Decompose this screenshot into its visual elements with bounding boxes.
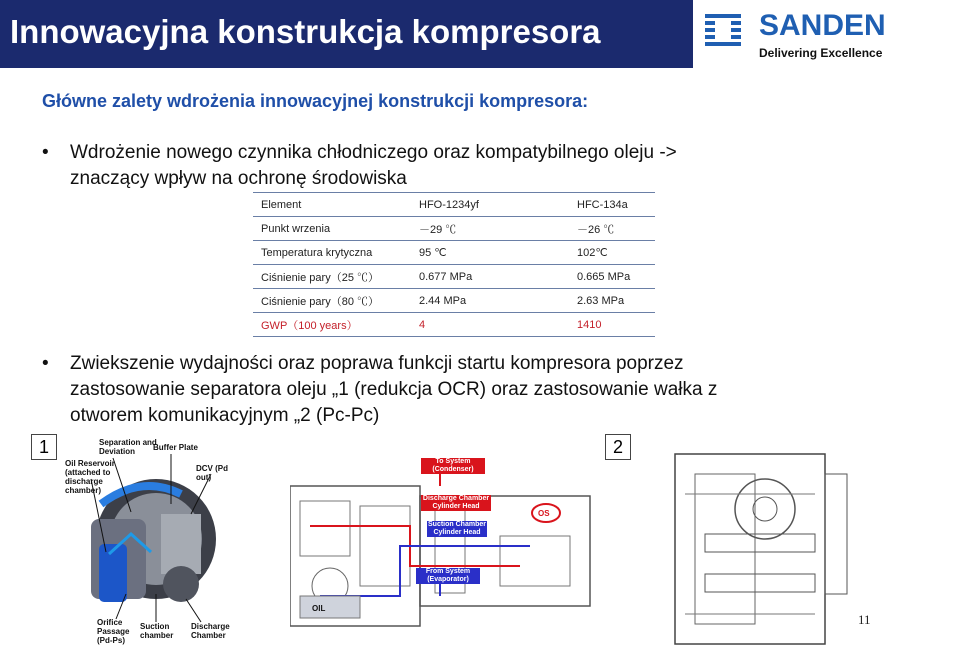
subtitle: Główne zalety wdrożenia innowacyjnej konstrukcji kompresora: [42,91,589,111]
sanden-logo-icon [705,12,741,48]
label-from-system [416,568,480,584]
table-row [253,265,655,289]
table-cell: 2.63 MPa [577,294,625,307]
bullet-2-line1: Zwiekszenie wydajności oraz poprawa funkcji startu kompresora poprzez [70,353,684,374]
page-number: 11 [858,612,871,627]
table-cell: GWP（100 years） [261,319,358,332]
label-dcv: DCV (Pd out) [196,464,228,482]
figure-shaft-drawing [605,434,855,660]
header [0,0,960,68]
label-discharge-head: Discharge Chamber Cylinder Head [422,495,490,510]
table-cell: Ciśnienie pary（25 ℃） [261,271,379,284]
table-row [253,217,655,241]
compressor-shaft-drawing [605,434,855,660]
from-system-text: From System [425,568,471,575]
bullet-1 [42,140,890,192]
table-cell: 1410 [577,318,602,331]
logo-tagline: Delivering Excellence [759,46,883,60]
table-row [253,193,655,217]
table-cell: HFO-1234yf [419,198,479,211]
bullet-2-line3: otworem komunikacyjnym „2 (Pc-Pc) [70,405,380,426]
table-row [253,289,655,313]
sanden-logo [693,0,960,68]
from-system-subtext: (Evaporator) [427,576,469,583]
label-buffer-plate: Buffer Plate [153,443,198,452]
bullet-1-line2: znaczący wpływ na ochronę środowiska [70,168,407,189]
table-cell: 2.44 MPa [419,294,467,307]
table-cell: －26 ℃ [577,223,615,236]
slide-title: Innowacyjna konstrukcja kompresora [10,13,601,50]
table-row [253,241,655,265]
table-cell: Punkt wrzenia [261,222,331,235]
table-cell: －29 ℃ [419,223,457,236]
table-cell: Element [261,198,302,211]
label-separation: Separation and Deviation [99,438,157,456]
table-cell: 0.677 MPa [419,270,473,283]
label-suction-chamber: Suction chamber [140,622,174,640]
figure-number-2: 2 [605,434,631,460]
table-cell: 95 ℃ [419,247,447,259]
bullet-1-line1: Wdrożenie nowego czynnika chłodniczego oraz kompatybilnego oleju -> [70,142,677,163]
table-cell: HFC-134a [577,198,628,211]
table-row [253,313,655,337]
bullet-2 [42,351,930,429]
to-system-text: To System [435,458,471,465]
refrigerant-table [253,192,655,337]
figure-schematic [290,446,596,640]
label-suction-head: Suction Chamber Cylinder Head [428,521,486,536]
table-cell: 0.665 MPa [577,270,631,283]
compressor-schematic-drawing [290,446,596,640]
bullet-dot: • [42,353,49,374]
bullet-2-line2: zastosowanie separatora oleju „1 (redukcja OCR) oraz zastosowanie wałka z [70,379,718,400]
figure-number-1: 1 [31,434,57,460]
label-to-system [421,458,485,474]
table-cell: 4 [419,318,426,331]
label-orifice: Orifice Passage (Pd-Ps) [97,618,130,645]
table-cell: Temperatura krytyczna [261,246,373,259]
logo-text: SANDEN [759,9,886,42]
figure-oil-separator [31,434,271,660]
label-oil: OIL [312,604,326,613]
table-cell: Ciśnienie pary（80 ℃） [261,295,379,308]
to-system-subtext: (Condenser) [432,466,474,473]
label-os: OS [538,509,550,518]
label-discharge-chamber: Discharge Chamber [191,622,230,640]
bullet-dot: • [42,142,49,163]
table-cell: 102℃ [577,247,608,259]
label-oil-reservoir: Oil Reservoir (attached to discharge chamber) [65,459,115,495]
title-bar [0,0,693,68]
